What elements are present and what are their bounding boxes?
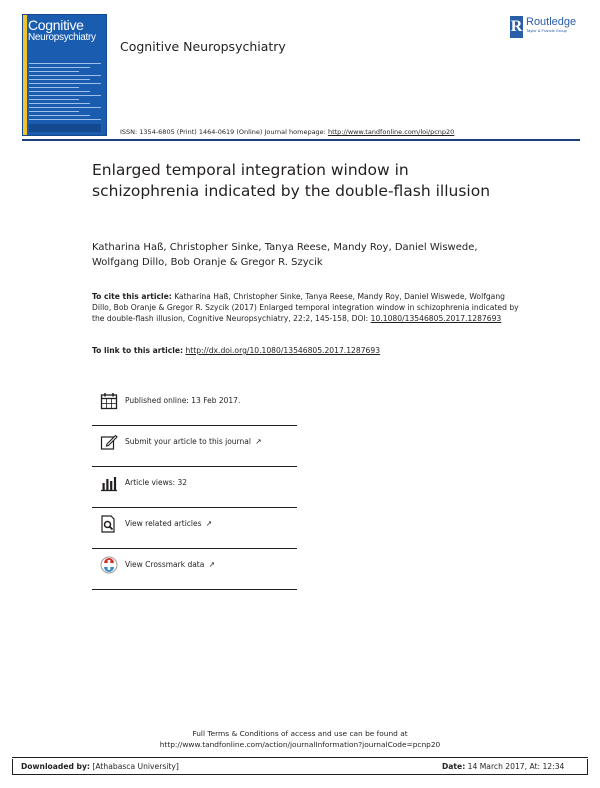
article-doi-url-link[interactable]: http://dx.doi.org/10.1080/13546805.2017.1287693 — [185, 346, 381, 355]
download-date-label: Date: — [442, 762, 466, 771]
article-info-list — [92, 385, 297, 590]
citation-block — [92, 291, 522, 324]
document-search-icon — [100, 515, 118, 533]
downloaded-by — [21, 759, 179, 775]
citation-label: To cite this article: — [92, 292, 172, 301]
published-online-text: Published online: 13 Feb 2017. — [125, 396, 241, 405]
terms-notice — [0, 728, 600, 750]
citation-doi-link[interactable]: 10.1080/13546805.2017.1287693 — [370, 314, 502, 323]
publisher-name: Routledge — [526, 16, 577, 28]
article-title: Enlarged temporal integration window in schizophrenia indicated by the double-flash illusion — [92, 161, 491, 200]
article-link-label: To link to this article: — [92, 346, 184, 355]
header-divider — [22, 139, 580, 141]
external-link-icon: ↗ — [205, 519, 213, 528]
article-authors: Katharina Haß, Christopher Sinke, Tanya Reese, Mandy Roy, Daniel Wiswede, Wolfgang Dillo, Bob Oranje & Gregor R. Szycik — [92, 242, 478, 268]
related-articles-label: View related articles — [125, 519, 202, 528]
crossmark-row[interactable] — [92, 549, 297, 590]
footer-divider — [12, 757, 588, 758]
calendar-icon — [100, 392, 118, 410]
bar-chart-icon — [100, 474, 118, 492]
edit-icon — [100, 433, 118, 451]
publisher-logo — [510, 16, 576, 38]
downloaded-by-label: Downloaded by: — [21, 762, 90, 771]
article-views-row — [92, 467, 297, 508]
submit-article-label: Submit your article to this journal — [125, 437, 251, 446]
publisher-tagline: Taylor & Francis Group — [526, 28, 567, 33]
article-link-block — [92, 345, 380, 356]
published-online-row — [92, 385, 297, 426]
cover-title — [28, 18, 96, 44]
routledge-r-icon: R — [510, 16, 523, 38]
journal-homepage-link[interactable]: http://www.tandfonline.com/loi/pcnp20 — [327, 128, 455, 136]
cover-contents-lines — [29, 63, 101, 123]
download-date-value: 14 March 2017, At: 12:34 — [467, 762, 565, 771]
external-link-icon: ↗ — [255, 437, 262, 446]
crossmark-label: View Crossmark data — [125, 560, 205, 569]
cover-accent-stripe — [23, 15, 27, 135]
citation-text: Katharina Haß, Christopher Sinke, Tanya Reese, Mandy Roy, Daniel Wiswede, Wolfgang Dillo, Bob Oranje & Gregor R. Szycik (2017) Enlarged temporal integration window in schizophrenia indicated by the double-flash illusion, Cognitive Neuropsychiatry, 22:2, 145-158, DOI: — [92, 292, 519, 323]
issn-line — [120, 128, 454, 136]
journal-cover-image — [22, 14, 107, 136]
submit-article-row[interactable] — [92, 426, 297, 467]
download-info-bar — [12, 759, 588, 775]
crossmark-link[interactable] — [125, 560, 215, 569]
external-link-icon: ↗ — [208, 560, 216, 569]
download-date — [442, 759, 564, 775]
terms-url-link[interactable]: http://www.tandfonline.com/action/journalInformation?journalCode=pcnp20 — [159, 740, 441, 749]
related-articles-link[interactable] — [125, 519, 212, 528]
submit-article-link[interactable] — [125, 437, 262, 446]
related-articles-row[interactable] — [92, 508, 297, 549]
cover-title-line2: Neuropsychiatry — [28, 32, 96, 43]
journal-name: Cognitive Neuropsychiatry — [120, 39, 286, 54]
crossmark-icon — [100, 556, 118, 574]
cover-footer-band — [29, 124, 101, 132]
terms-line: Full Terms & Conditions of access and use can be found at — [192, 729, 408, 738]
issn-text: ISSN: 1354-6805 (Print) 1464-0619 (Online) Journal homepage: — [120, 128, 326, 136]
article-views-text: Article views: 32 — [125, 478, 188, 487]
downloaded-by-value: [Athabasca University] — [92, 762, 179, 771]
cover-title-line1: Cognitive — [28, 17, 84, 33]
